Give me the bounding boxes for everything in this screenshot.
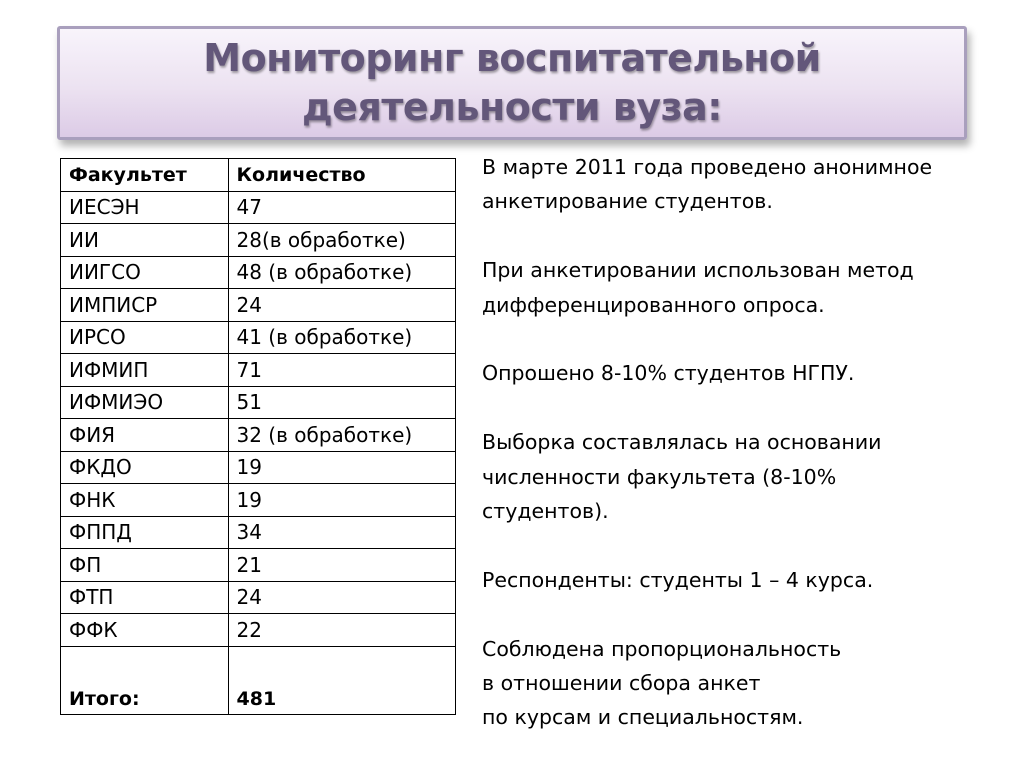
title-box (57, 26, 967, 140)
info-paragraph-respondents (482, 563, 1012, 597)
info-line: Опрошено 8-10% студентов НГПУ. (482, 361, 855, 386)
table-row (61, 386, 456, 419)
count-cell: 21 (228, 549, 456, 582)
info-line: Выборка составлялась на основании (482, 430, 882, 455)
faculty-cell: ИЕСЭН (61, 191, 229, 224)
table-row (61, 256, 456, 289)
count-cell: 34 (228, 516, 456, 549)
slide-title (203, 34, 820, 132)
table-row (61, 451, 456, 484)
info-paragraph-selection (482, 425, 1012, 528)
total-label: Итого: (61, 646, 229, 714)
table-row (61, 581, 456, 614)
info-line: При анкетировании использован метод (482, 258, 914, 283)
count-cell: 19 (228, 484, 456, 517)
info-line: Соблюдена пропорциональность (482, 636, 842, 661)
faculty-cell: ФППД (61, 516, 229, 549)
info-paragraph-survey (482, 150, 1012, 219)
info-line: дифференцированного опроса. (482, 292, 825, 317)
faculty-cell: ФП (61, 549, 229, 582)
title-line-2: деятельности вуза: (301, 85, 723, 129)
info-line: в отношении сбора анкет (482, 671, 761, 696)
faculty-table (60, 158, 456, 715)
total-value: 481 (228, 646, 456, 714)
count-cell: 22 (228, 614, 456, 647)
count-cell: 28(в обработке) (228, 224, 456, 257)
table-row (61, 549, 456, 582)
table-row (61, 321, 456, 354)
info-line: численности факультета (8-10% (482, 464, 837, 489)
count-cell: 41 (в обработке) (228, 321, 456, 354)
info-line: студентов). (482, 499, 609, 524)
table-row (61, 419, 456, 452)
table-row (61, 289, 456, 322)
table-row (61, 614, 456, 647)
total-row (61, 646, 456, 714)
info-line: В марте 2011 года проведено анонимное (482, 155, 933, 179)
faculty-cell: ИФМИП (61, 354, 229, 387)
count-cell: 19 (228, 451, 456, 484)
count-cell: 24 (228, 581, 456, 614)
count-cell: 24 (228, 289, 456, 322)
faculty-cell: ФФК (61, 614, 229, 647)
info-line: по курсам и специальностям. (482, 705, 804, 730)
table-row (61, 354, 456, 387)
info-text-block (482, 150, 1012, 735)
count-cell: 47 (228, 191, 456, 224)
count-cell: 71 (228, 354, 456, 387)
table-header-row (61, 159, 456, 192)
count-cell: 51 (228, 386, 456, 419)
header-faculty: Факультет (61, 159, 229, 192)
table-row (61, 484, 456, 517)
faculty-cell: ФНК (61, 484, 229, 517)
faculty-cell: ИФМИЭО (61, 386, 229, 419)
info-line: анкетирование студентов. (482, 189, 773, 214)
info-paragraph-proportion (482, 632, 1012, 735)
faculty-cell: ФТП (61, 581, 229, 614)
info-paragraph-method (482, 253, 1012, 322)
header-count: Количество (228, 159, 456, 192)
info-line: Респонденты: студенты 1 – 4 курса. (482, 567, 874, 592)
table-row (61, 224, 456, 257)
faculty-cell: ИМПИСР (61, 289, 229, 322)
faculty-cell: ИРСО (61, 321, 229, 354)
info-paragraph-sample (482, 356, 1012, 390)
count-cell: 48 (в обработке) (228, 256, 456, 289)
table-row (61, 516, 456, 549)
table-row (61, 191, 456, 224)
count-cell: 32 (в обработке) (228, 419, 456, 452)
faculty-cell: ФКДО (61, 451, 229, 484)
title-line-1: Мониторинг воспитательной (203, 36, 821, 80)
faculty-cell: ФИЯ (61, 419, 229, 452)
faculty-cell: ИИ (61, 224, 229, 257)
faculty-cell: ИИГСО (61, 256, 229, 289)
